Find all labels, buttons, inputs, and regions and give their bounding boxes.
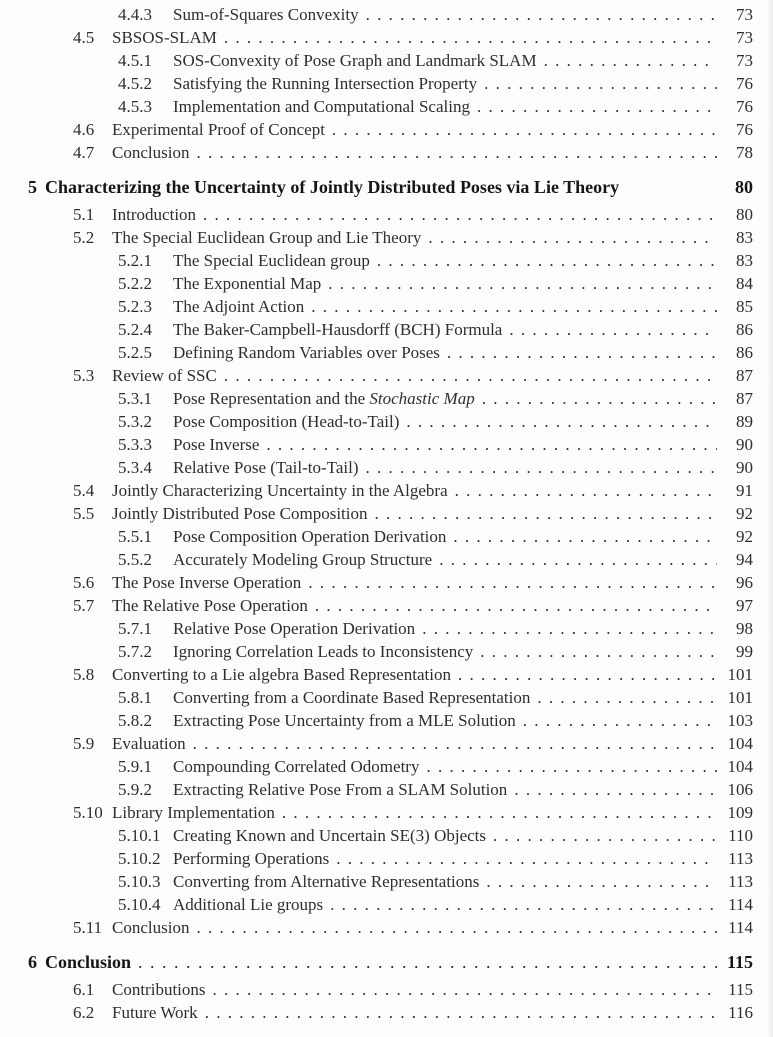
toc-entry-number: 5.6 xyxy=(73,573,95,592)
toc-entry xyxy=(0,226,753,249)
toc-entry-number: 6 xyxy=(28,952,37,972)
toc-page-number: 114 xyxy=(728,918,753,937)
toc-dot-leader xyxy=(217,26,717,49)
toc-page-number: 90 xyxy=(736,435,753,454)
toc-entry-title: Pose Inverse xyxy=(173,435,260,454)
toc-dot-leader xyxy=(477,72,717,95)
toc-entry xyxy=(0,778,753,801)
toc-page-number: 86 xyxy=(736,320,753,339)
toc-page-number: 87 xyxy=(736,389,753,408)
toc-entry-title: Jointly Characterizing Uncertainty in the Algebra xyxy=(112,481,448,500)
toc-dot-leader xyxy=(217,364,717,387)
toc-page-number: 89 xyxy=(736,412,753,431)
toc-entry-title: The Adjoint Action xyxy=(173,297,305,316)
toc-entry-number: 5.5.1 xyxy=(118,527,152,546)
toc-page-number: 114 xyxy=(728,895,753,914)
toc-dot-leader xyxy=(486,824,717,847)
toc-entry-title: Characterizing the Uncertainty of Jointly Distributed Poses via Lie Theory xyxy=(45,177,620,197)
toc-page-number: 91 xyxy=(736,481,753,500)
toc-dot-leader xyxy=(475,387,717,410)
toc-entry-number: 5.8.1 xyxy=(118,688,152,707)
toc-entry-title: Pose Composition (Head-to-Tail) xyxy=(173,412,400,431)
toc-entry xyxy=(0,203,753,226)
toc-entry-number: 5.2.3 xyxy=(118,297,152,316)
toc-entry xyxy=(0,341,753,364)
toc-entry-title: Performing Operations xyxy=(173,849,330,868)
toc-entry xyxy=(0,410,753,433)
toc-entry xyxy=(0,617,753,640)
toc-entry-title: The Baker-Campbell-Hausdorff (BCH) Formula xyxy=(173,320,503,339)
toc-page-number: 115 xyxy=(726,952,753,972)
toc-dot-leader xyxy=(259,433,717,456)
toc-entry xyxy=(0,978,753,1001)
toc-entry-number: 5.10.4 xyxy=(118,895,161,914)
toc-entry xyxy=(0,118,753,141)
toc-entry-title: Pose Composition Operation Derivation xyxy=(173,527,447,546)
toc-entry-title: Sum-of-Squares Convexity xyxy=(173,5,359,24)
toc-entry xyxy=(0,801,753,824)
toc-entry xyxy=(0,141,753,164)
toc-page-number: 96 xyxy=(736,573,753,592)
toc-entry xyxy=(0,548,753,571)
toc-dot-leader xyxy=(507,778,717,801)
toc-page-number: 73 xyxy=(736,51,753,70)
toc-dot-leader xyxy=(502,318,717,341)
toc-entry-title: Extracting Relative Pose From a SLAM Solution xyxy=(173,780,508,799)
toc-page-number: 73 xyxy=(736,5,753,24)
toc-entry-number: 5.11 xyxy=(73,918,103,937)
toc-entry-title: Extracting Pose Uncertainty from a MLE Solution xyxy=(173,711,516,730)
toc-entry-title: SBSOS-SLAM xyxy=(112,28,217,47)
toc-page-number: 94 xyxy=(736,550,753,569)
toc-entry xyxy=(0,387,753,410)
toc-entry xyxy=(0,686,753,709)
toc-entry-title: Library Implementation xyxy=(112,803,275,822)
toc-entry xyxy=(0,824,753,847)
toc-dot-leader xyxy=(359,3,717,26)
toc-entry-number: 5.5.2 xyxy=(118,550,152,569)
toc-entry-number: 6.2 xyxy=(73,1003,95,1022)
toc-entry xyxy=(0,1001,753,1024)
toc-entry-title: Compounding Correlated Odometry xyxy=(173,757,420,776)
toc-entry xyxy=(0,847,753,870)
toc-entry xyxy=(0,272,753,295)
toc-dot-leader xyxy=(189,141,717,164)
toc-dot-leader xyxy=(473,640,717,663)
toc-entry xyxy=(0,525,753,548)
toc-entry-title: Creating Known and Uncertain SE(3) Objects xyxy=(173,826,486,845)
toc-dot-leader xyxy=(432,548,717,571)
toc-page-number: 109 xyxy=(727,803,753,822)
toc-entry-number: 5.2.2 xyxy=(118,274,152,293)
toc-entry xyxy=(0,893,753,916)
toc-entry-title: The Relative Pose Operation xyxy=(112,596,308,615)
toc-entry xyxy=(0,870,753,893)
toc-entry-number: 5.9.2 xyxy=(118,780,152,799)
toc-entry-number: 5.7.1 xyxy=(118,619,152,638)
toc-entry xyxy=(0,364,753,387)
toc-entry-title: Future Work xyxy=(112,1003,198,1022)
toc-entry-number: 5.9.1 xyxy=(118,757,152,776)
toc-entry xyxy=(0,640,753,663)
toc-entry-number: 4.6 xyxy=(73,120,95,139)
toc-dot-leader xyxy=(451,663,717,686)
toc-entry xyxy=(0,3,753,26)
toc-dot-leader xyxy=(275,801,717,824)
toc-entry-title: The Special Euclidean group xyxy=(173,251,370,270)
toc-entry xyxy=(0,594,753,617)
toc-entry-number: 5 xyxy=(28,177,37,197)
toc-entry-title: Converting from a Coordinate Based Representation xyxy=(173,688,531,707)
toc-entry-number: 5.8 xyxy=(73,665,95,684)
toc-dot-leader xyxy=(370,249,717,272)
toc-dot-leader xyxy=(301,571,717,594)
toc-entry xyxy=(0,709,753,732)
toc-dot-leader xyxy=(198,1001,717,1024)
toc-entry-title-italic: Stochastic Map xyxy=(369,389,475,408)
toc-entry-title: The Pose Inverse Operation xyxy=(112,573,302,592)
toc-entry xyxy=(0,176,753,199)
toc-entry xyxy=(0,663,753,686)
toc-dot-leader xyxy=(329,847,717,870)
toc-entry-number: 4.4.3 xyxy=(118,5,152,24)
toc-entry-title: Experimental Proof of Concept xyxy=(112,120,325,139)
toc-entry xyxy=(0,916,753,939)
toc-page-number: 76 xyxy=(736,120,753,139)
toc-entry-title: Additional Lie groups xyxy=(173,895,324,914)
toc-dot-leader xyxy=(368,502,718,525)
toc-page-number: 97 xyxy=(736,596,753,615)
toc-page-number: 86 xyxy=(736,343,753,362)
toc-page-number: 98 xyxy=(736,619,753,638)
toc-dot-leader xyxy=(399,410,717,433)
toc-dot-leader xyxy=(321,272,717,295)
toc-page-number: 83 xyxy=(736,228,753,247)
toc-dot-leader xyxy=(419,755,717,778)
toc-entry-title: Jointly Distributed Pose Composition xyxy=(112,504,368,523)
toc-entry-title: The Special Euclidean Group and Lie Theory xyxy=(112,228,422,247)
toc-entry xyxy=(0,502,753,525)
toc-entry-number: 5.2 xyxy=(73,228,95,247)
toc-entry-number: 5.9 xyxy=(73,734,95,753)
toc-page-number: 113 xyxy=(728,849,753,868)
toc-entry-number: 5.7.2 xyxy=(118,642,152,661)
toc-entry-number: 5.8.2 xyxy=(118,711,152,730)
toc-page-number: 83 xyxy=(736,251,753,270)
toc-page-number: 73 xyxy=(736,28,753,47)
toc-page-number: 99 xyxy=(736,642,753,661)
toc-entry-number: 5.10.2 xyxy=(118,849,161,868)
toc-entry xyxy=(0,571,753,594)
toc-dot-leader xyxy=(196,203,717,226)
toc-page-number: 101 xyxy=(727,688,753,707)
toc-entry-title: Satisfying the Running Intersection Property xyxy=(173,74,478,93)
toc-page-number: 84 xyxy=(736,274,753,293)
toc-dot-leader xyxy=(186,732,717,755)
toc-page-number: 87 xyxy=(736,366,753,385)
toc-entry-number: 5.10.3 xyxy=(118,872,161,891)
toc-entry-number: 6.1 xyxy=(73,980,95,999)
toc-entry-title: Implementation and Computational Scaling xyxy=(173,97,470,116)
toc-page-number: 101 xyxy=(727,665,753,684)
toc-page-number: 106 xyxy=(727,780,753,799)
toc-dot-leader xyxy=(479,870,717,893)
toc-dot-leader xyxy=(415,617,717,640)
toc-entry xyxy=(0,249,753,272)
toc-entry-number: 5.3.4 xyxy=(118,458,152,477)
toc-entry xyxy=(0,456,753,479)
toc-entry-number: 4.5.1 xyxy=(118,51,152,70)
toc-page-number: 85 xyxy=(736,297,753,316)
toc-dot-leader xyxy=(537,49,717,72)
toc-dot-leader xyxy=(516,709,717,732)
toc-dot-leader xyxy=(206,978,717,1001)
toc-entry-number: 5.10.1 xyxy=(118,826,161,845)
toc-entry-title: The Exponential Map xyxy=(173,274,322,293)
toc-entry-number: 5.2.5 xyxy=(118,343,152,362)
toc-page-number: 103 xyxy=(727,711,753,730)
toc-entry xyxy=(0,433,753,456)
toc-entry-title: Introduction xyxy=(112,205,197,224)
toc-page-number: 92 xyxy=(736,504,753,523)
toc-dot-leader xyxy=(131,951,717,974)
toc-entry xyxy=(0,951,753,974)
toc-entry-title: Contributions xyxy=(112,980,206,999)
toc-page-number: 104 xyxy=(727,734,753,753)
toc-entry xyxy=(0,755,753,778)
toc-entry xyxy=(0,732,753,755)
toc-dot-leader xyxy=(440,341,717,364)
toc-list xyxy=(0,3,753,1024)
toc-entry-title: Converting from Alternative Representations xyxy=(173,872,480,891)
toc-dot-leader xyxy=(421,226,717,249)
toc-page-number: 90 xyxy=(736,458,753,477)
toc-dot-leader xyxy=(446,525,717,548)
toc-page-number: 80 xyxy=(735,177,753,197)
toc-dot-leader xyxy=(359,456,717,479)
toc-entry-title: Defining Random Variables over Poses xyxy=(173,343,440,362)
toc-entry-title: Relative Pose (Tail-to-Tail) xyxy=(173,458,359,477)
toc-dot-leader xyxy=(189,916,717,939)
toc-entry-number: 5.1 xyxy=(73,205,95,224)
toc-entry-title: Conclusion xyxy=(112,143,190,162)
toc-entry xyxy=(0,295,753,318)
toc-entry xyxy=(0,26,753,49)
toc-entry xyxy=(0,49,753,72)
toc-page-number: 92 xyxy=(736,527,753,546)
toc-entry-number: 5.3 xyxy=(73,366,95,385)
toc-entry-number: 4.5.2 xyxy=(118,74,152,93)
toc-entry-title: Conclusion xyxy=(112,918,190,937)
toc-entry-number: 5.5 xyxy=(73,504,95,523)
toc-entry-title: Relative Pose Operation Derivation xyxy=(173,619,416,638)
toc-dot-leader xyxy=(323,893,717,916)
toc-dot-leader xyxy=(530,686,717,709)
toc-dot-leader xyxy=(308,594,717,617)
toc-entry-number: 5.4 xyxy=(73,481,95,500)
toc-entry-number: 5.2.1 xyxy=(118,251,152,270)
toc-entry-number: 5.3.1 xyxy=(118,389,152,408)
toc-entry xyxy=(0,95,753,118)
toc-entry xyxy=(0,318,753,341)
toc-dot-leader xyxy=(470,95,717,118)
toc-page-number: 76 xyxy=(736,97,753,116)
toc-entry-number: 5.3.2 xyxy=(118,412,152,431)
toc-entry-number: 5.10 xyxy=(73,803,103,822)
toc-entry-number: 5.2.4 xyxy=(118,320,152,339)
toc-entry-title: Conclusion xyxy=(45,952,132,972)
toc-entry-title-text: Pose Representation and the xyxy=(173,389,370,408)
toc-entry-number: 4.5.3 xyxy=(118,97,152,116)
toc-dot-leader xyxy=(448,479,717,502)
toc-page-number: 113 xyxy=(728,872,753,891)
toc-entry-title xyxy=(173,387,475,410)
toc-entry-number: 4.7 xyxy=(73,143,95,162)
toc-page-number: 78 xyxy=(736,143,753,162)
toc-entry-number: 5.3.3 xyxy=(118,435,152,454)
toc-entry-title: Ignoring Correlation Leads to Inconsistency xyxy=(173,642,474,661)
toc-entry xyxy=(0,72,753,95)
toc-page-number: 116 xyxy=(728,1003,753,1022)
toc-entry-number: 4.5 xyxy=(73,28,95,47)
toc-entry-title: Evaluation xyxy=(112,734,186,753)
toc-entry-title: Review of SSC xyxy=(112,366,217,385)
toc-entry-number: 5.7 xyxy=(73,596,95,615)
toc-page-number: 76 xyxy=(736,74,753,93)
toc-entry-title: SOS-Convexity of Pose Graph and Landmark SLAM xyxy=(173,51,537,70)
toc-page-number: 104 xyxy=(727,757,753,776)
toc-entry xyxy=(0,479,753,502)
toc-page-number: 115 xyxy=(728,980,753,999)
toc-dot-leader xyxy=(325,118,717,141)
toc-entry-title: Accurately Modeling Group Structure xyxy=(173,550,433,569)
toc-page-number: 110 xyxy=(728,826,753,845)
toc-page-number: 80 xyxy=(736,205,753,224)
toc-entry-title: Converting to a Lie algebra Based Representation xyxy=(112,665,451,684)
toc-dot-leader xyxy=(304,295,717,318)
